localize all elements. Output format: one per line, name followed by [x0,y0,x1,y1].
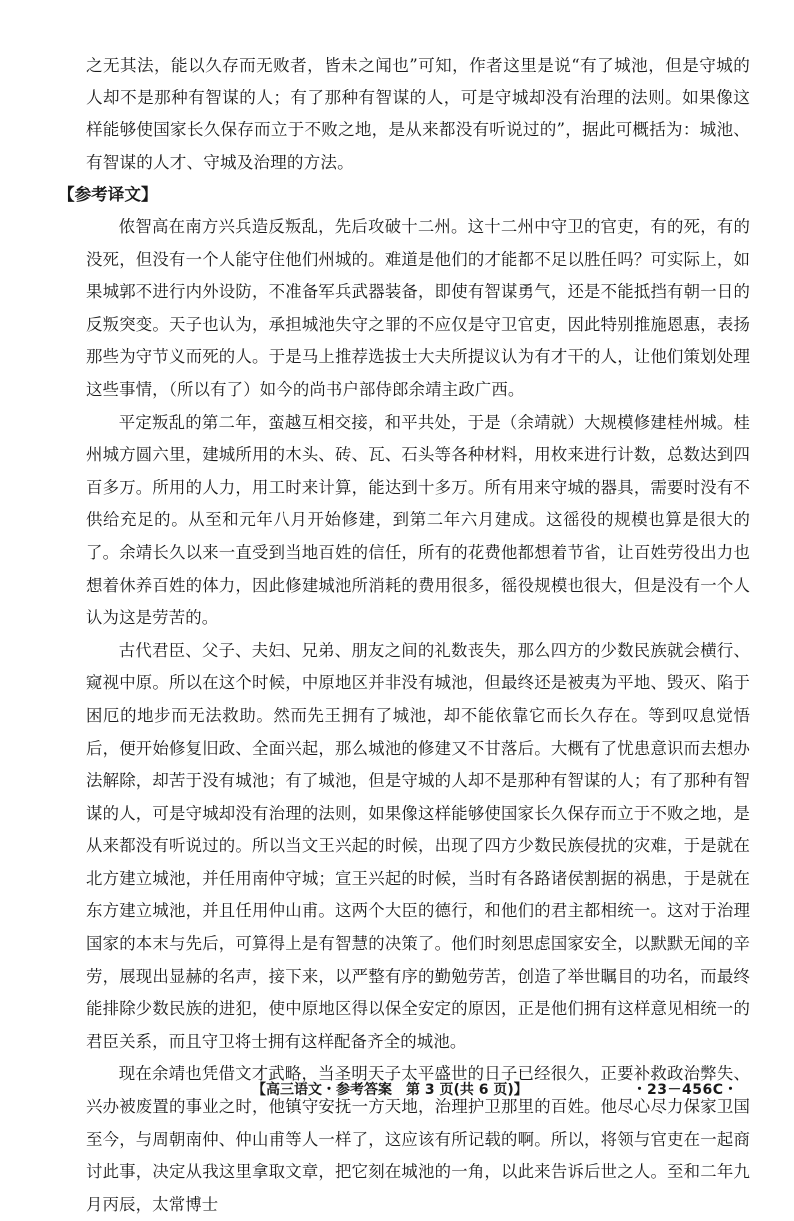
translation-paragraph-4: 现在余靖也凭借文才武略，当圣明天子太平盛世的日子已经很久，正要补救政治弊失、兴办被废置的事业之时，他镇守安抚一方天地，治理护卫那里的百姓。他尽心尽力保家卫国至今，与周朝南仲、仲山甫等人一样了，这应该有所记载的啊。所以，将领与官吏在一起商讨此事，决定从我这里拿取文章，把它刻在城池的一角，以此来告诉后世之人。至和二年九月丙辰，太常博士 [86,1064,750,1214]
footer-page-info: 【高三语文・参考答案 第 3 页(共 6 页)】 [252,1082,528,1098]
translation-paragraph-1: 侬智高在南方兴兵造反叛乱，先后攻破十二州。这十二州中守卫的官吏，有的死，有的没死，但没有一个人能守住他们州城的。难道是他们的才能都不足以胜任吗？可实际上，如果城郭不进行内外设防，不准备军兵武器装备，即使有智谋勇气，还是不能抵挡有朝一日的反叛突变。天子也认为，承担城池失守之罪的不应仅是守卫官吏，因此特别推施恩惠，表扬那些为守节义而死的人。于是马上推荐选拔士大夫所提议认为有才干的人，让他们策划处理这些事情，（所以有了）如今的尚书户部侍郎余靖主政广西。 [86,217,750,399]
translation-heading: 【参考译文】 [58,184,158,204]
page-footer [0,1073,794,1105]
analysis-continuation: 之无其法，能以久存而无败者，皆未之闻也”可知，作者这里是说“有了城池，但是守城的人却不是那种有智谋的人；有了那种有智谋的人，可是守城却没有治理的法则。如果像这样能够使国家长久保存而立于不败之地，是从来都没有听说过的”，据此可概括为：城池、有智谋的人才、守城及治理的方法。 [86,56,750,172]
translation-paragraph-3: 古代君臣、父子、夫妇、兄弟、朋友之间的礼数丧失，那么四方的少数民族就会横行、窥视中原。所以在这个时候，中原地区并非没有城池，但最终还是被夷为平地、毁灭、陷于困厄的地步而无法救助。然而先王拥有了城池，却不能依靠它而长久存在。等到叹息觉悟后，便开始修复旧政、全面兴起，那么城池的修建又不甘落后。大概有了忧患意识而去想办法解除，却苦于没有城池；有了城池，但是守城的人却不是那种有智谋的人；有了那种有智谋的人，可是守城却没有治理的法则，如果像这样能够使国家长久保存而立于不败之地，是从来都没有听说过的。所以当文王兴起的时候，出现了四方少数民族侵扰的灾难，于是就在北方建立城池，并任用南仲守城；宣王兴起的时候，当时有各路诸侯割据的祸患，于是就在东方建立城池，并且任用仲山甫。这两个大臣的德行，和他们的君主都相统一。这对于治理国家的本末与先后，可算得上是有智慧的决策了。他们时刻思虑国家安全，以默默无闻的辛劳，展现出显赫的名声，接下来，以严整有序的勤勉劳苦，创造了举世瞩目的功名，而最终能排除少数民族的进犯，使中原地区得以保全安定的原因，正是他们拥有这样意见相统一的君臣关系，而且守卫将士拥有这样配备齐全的城池。 [86,640,750,1051]
translation-paragraph-2: 平定叛乱的第二年，蛮越互相交接，和平共处，于是（余靖就）大规模修建桂州城。桂州城方圆六里，建城所用的木头、砖、瓦、石头等各种材料，用枚来进行计数，总数达到四百多万。所用的人力，用工时来计算，能达到十多万。所有用来守城的器具，需要时没有不供给充足的。从至和元年八月开始修建，到第二年六月建成。这徭役的规模也算是很大的了。余靖长久以来一直受到当地百姓的信任，所有的花费他都想着节省，让百姓劳役出力也想着休养百姓的体力，因此修建城池所消耗的费用很多，徭役规模也很大，但是没有一个人认为这是劳苦的。 [86,412,750,628]
document-page [58,50,750,1221]
footer-exam-code: ・23－456C・ [632,1082,738,1098]
